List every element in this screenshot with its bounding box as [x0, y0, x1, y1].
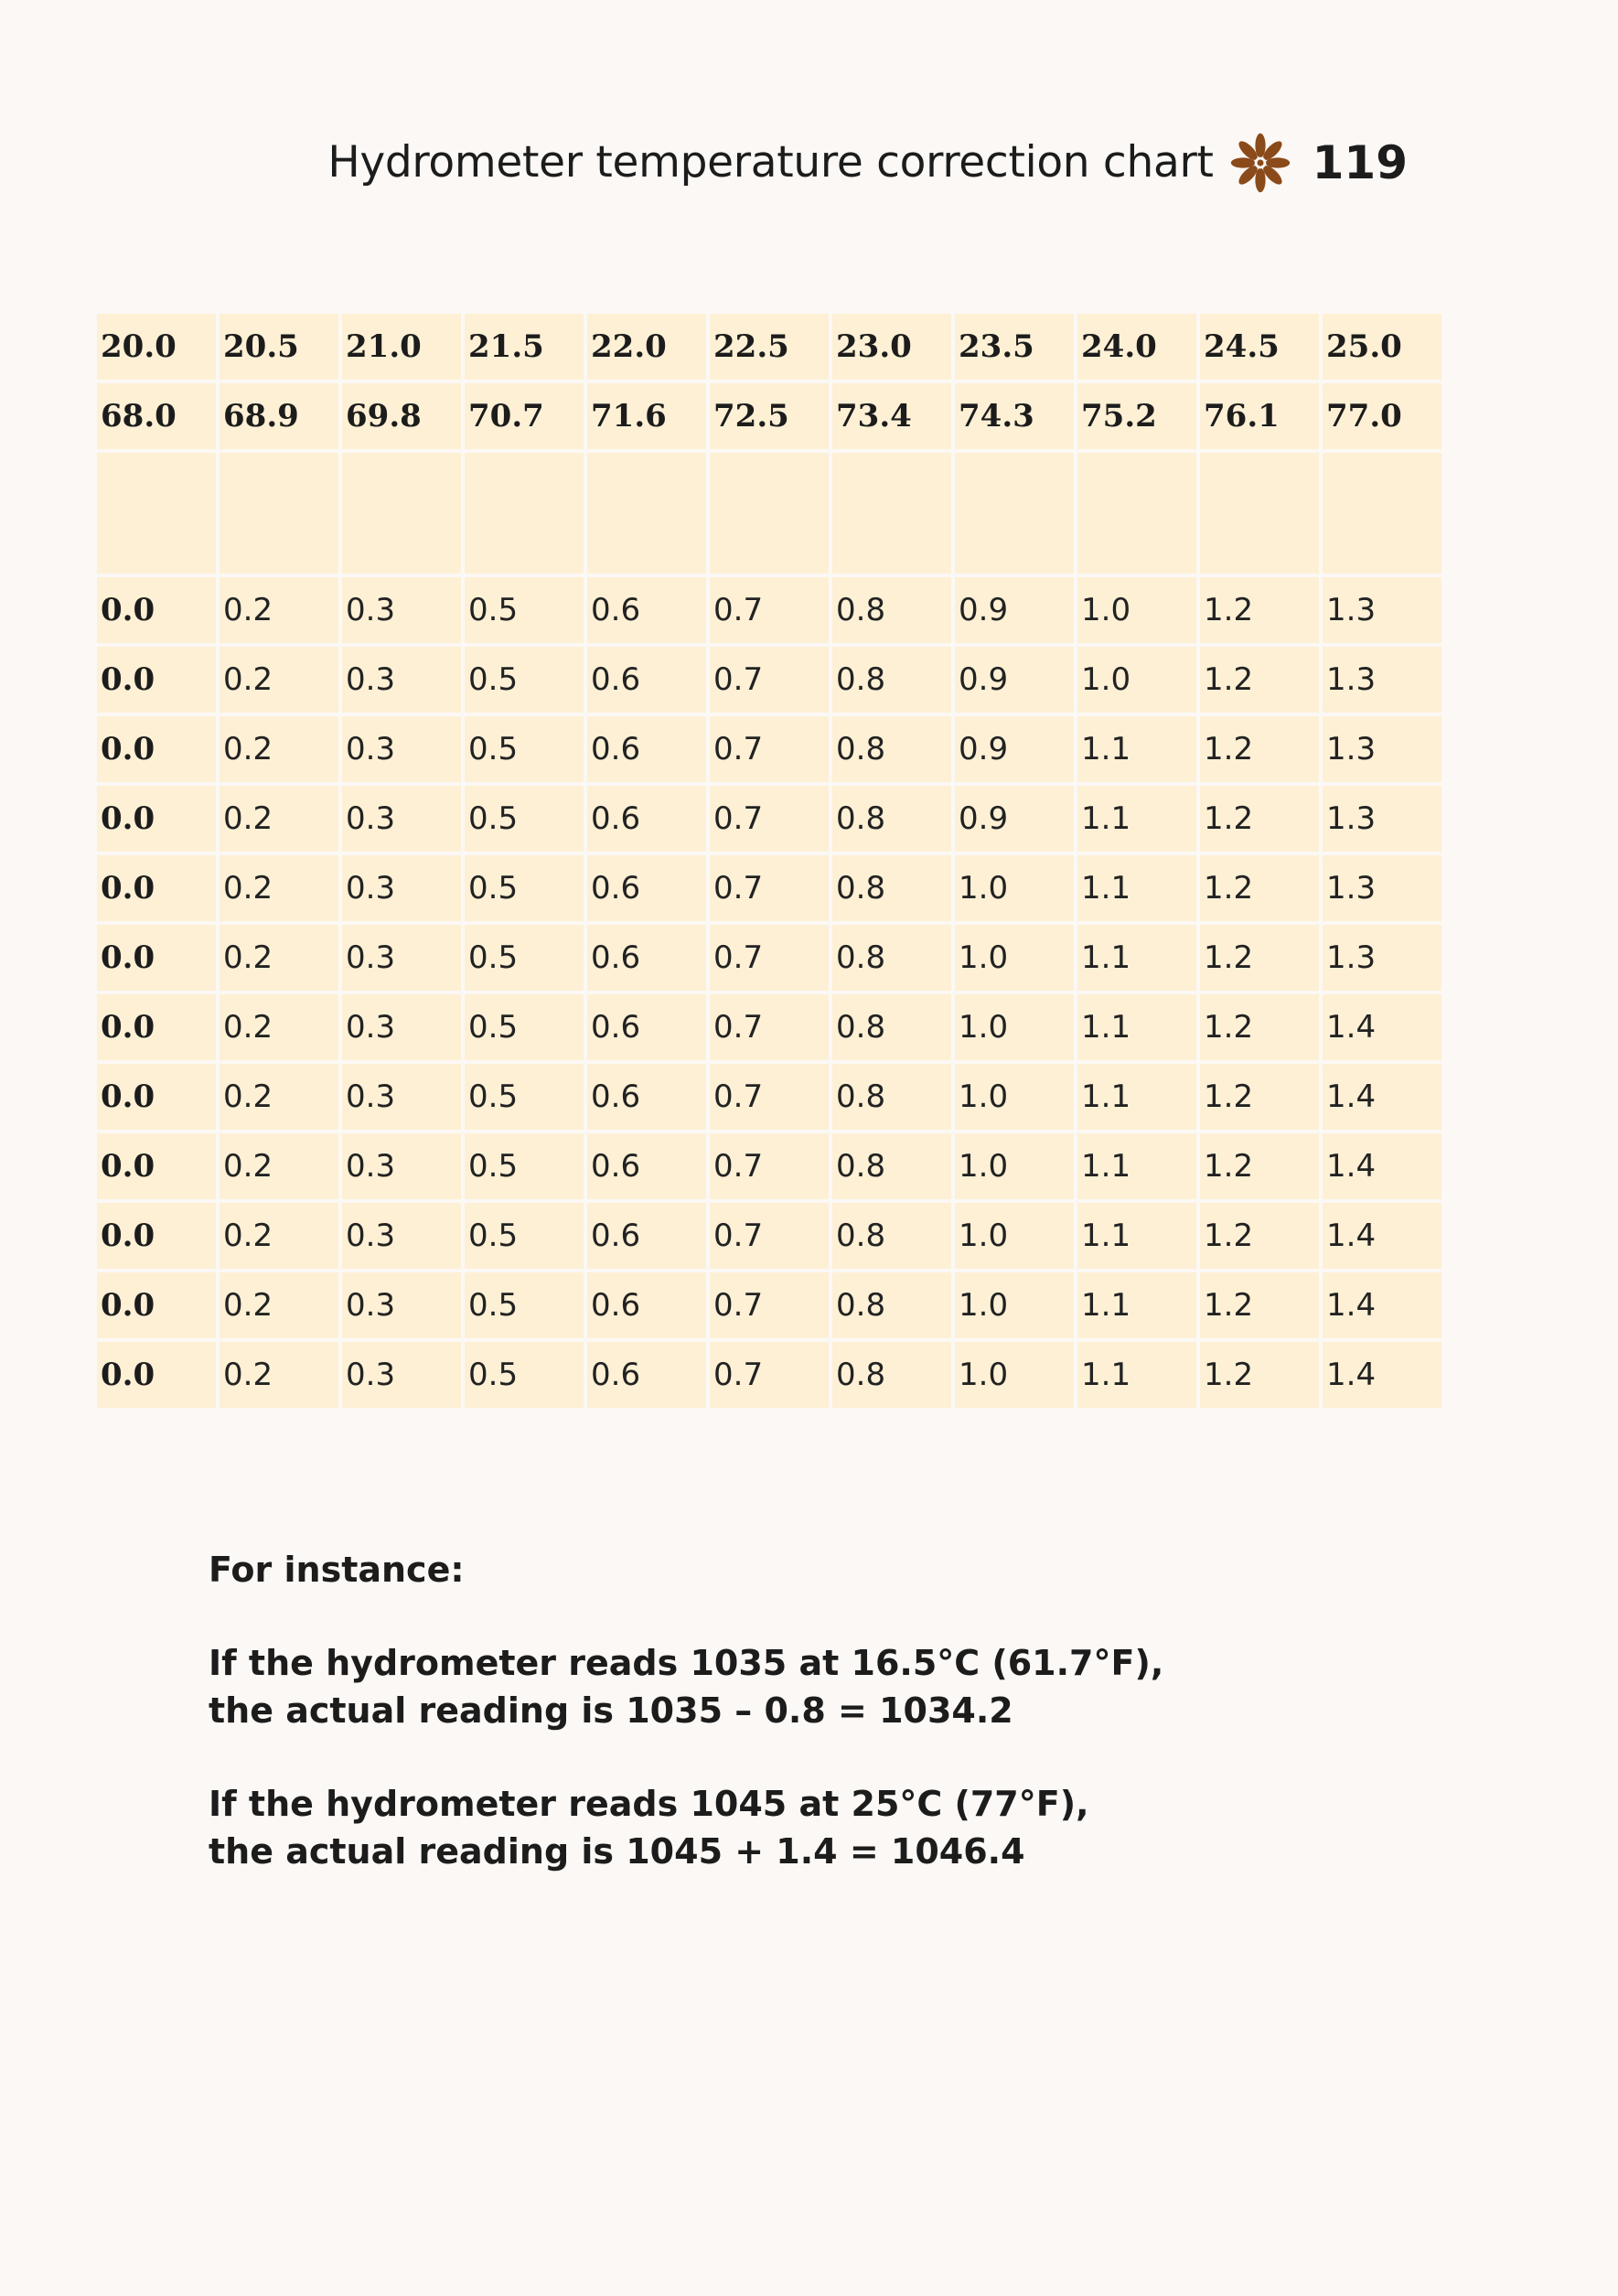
table-cell: 0.8 [832, 1272, 951, 1338]
table-row [97, 716, 1441, 782]
table-cell: 1.3 [1323, 647, 1441, 713]
table-cell: 0.8 [832, 577, 951, 643]
example-2-line-1: If the hydrometer reads 1045 at 25°C (77°F), [209, 1784, 1089, 1824]
table-cell: 23.0 [832, 314, 951, 380]
example-1-line-2: the actual reading is 1035 – 0.8 = 1034.2 [209, 1690, 1013, 1731]
table-cell: 72.5 [710, 383, 829, 449]
table-cell: 1.4 [1323, 1203, 1441, 1269]
table-cell: 74.3 [955, 383, 1074, 449]
table-cell: 0.3 [342, 577, 461, 643]
table-cell: 1.0 [955, 1064, 1074, 1130]
table-cell: 0.2 [220, 577, 338, 643]
table-cell: 0.2 [220, 1272, 338, 1338]
table-cell: 0.6 [587, 994, 706, 1060]
table-cell [710, 453, 829, 574]
table-cell: 0.8 [832, 1203, 951, 1269]
table-cell: 0.2 [220, 1133, 338, 1199]
table-cell: 23.5 [955, 314, 1074, 380]
table-cell: 1.1 [1077, 1203, 1196, 1269]
table-cell: 1.0 [955, 855, 1074, 921]
table-cell: 1.2 [1200, 716, 1319, 782]
table-cell: 0.2 [220, 1342, 338, 1408]
table-cell: 1.2 [1200, 925, 1319, 991]
table-row [97, 925, 1441, 991]
table-cell: 0.8 [832, 786, 951, 852]
table-cell: 0.8 [832, 994, 951, 1060]
table-cell: 0.5 [465, 647, 584, 713]
table-cell: 21.0 [342, 314, 461, 380]
table-cell: 0.6 [587, 786, 706, 852]
table-cell: 0.9 [955, 716, 1074, 782]
table-cell: 0.5 [465, 855, 584, 921]
table-cell [587, 453, 706, 574]
table-cell: 0.8 [832, 1064, 951, 1130]
table-cell: 0.6 [587, 716, 706, 782]
page-number: 119 [1312, 136, 1408, 189]
page-title: Hydrometer temperature correction chart [327, 137, 1214, 188]
running-head [327, 131, 1408, 195]
table-cell: 1.4 [1323, 1133, 1441, 1199]
table-cell: 0.7 [710, 925, 829, 991]
table-cell: 0.7 [710, 1272, 829, 1338]
table-cell: 0.3 [342, 855, 461, 921]
table-cell: 0.0 [97, 647, 216, 713]
table-cell: 0.2 [220, 716, 338, 782]
table-cell: 75.2 [1077, 383, 1196, 449]
table-cell [342, 453, 461, 574]
table-cell: 76.1 [1200, 383, 1319, 449]
table-cell: 0.5 [465, 1342, 584, 1408]
table-cell: 0.6 [587, 1272, 706, 1338]
table-cell: 1.1 [1077, 1342, 1196, 1408]
table-cell: 77.0 [1323, 383, 1441, 449]
table-cell: 1.0 [1077, 647, 1196, 713]
table-row [97, 855, 1441, 921]
table-cell: 0.2 [220, 855, 338, 921]
table-cell: 0.6 [587, 577, 706, 643]
table-cell: 1.1 [1077, 925, 1196, 991]
table-cell: 0.0 [97, 1342, 216, 1408]
table-cell: 1.0 [955, 925, 1074, 991]
table-row [97, 786, 1441, 852]
table-cell: 0.3 [342, 1342, 461, 1408]
table-cell: 0.8 [832, 647, 951, 713]
table-cell: 0.2 [220, 1064, 338, 1130]
table-cell: 0.5 [465, 1203, 584, 1269]
table-cell: 0.0 [97, 925, 216, 991]
table-cell: 0.2 [220, 647, 338, 713]
table-cell: 0.0 [97, 994, 216, 1060]
table-cell: 1.2 [1200, 786, 1319, 852]
table-cell: 0.5 [465, 1272, 584, 1338]
table-row [97, 1342, 1441, 1408]
table-cell: 0.3 [342, 786, 461, 852]
table-cell [465, 453, 584, 574]
table-cell: 70.7 [465, 383, 584, 449]
table-cell: 0.6 [587, 1342, 706, 1408]
example-2-line-2: the actual reading is 1045 + 1.4 = 1046.4 [209, 1831, 1025, 1872]
table-cell: 0.3 [342, 925, 461, 991]
table-row [97, 577, 1441, 643]
examples-intro: For instance: [209, 1550, 465, 1590]
table-cell: 1.2 [1200, 1133, 1319, 1199]
table-cell: 0.5 [465, 925, 584, 991]
table-cell: 0.0 [97, 1203, 216, 1269]
table-row [97, 1272, 1441, 1338]
table-cell: 0.7 [710, 1203, 829, 1269]
table-cell: 0.3 [342, 1203, 461, 1269]
table-cell: 0.0 [97, 786, 216, 852]
table-cell: 0.7 [710, 786, 829, 852]
table-cell: 0.2 [220, 994, 338, 1060]
table-cell: 1.2 [1200, 994, 1319, 1060]
table-cell: 1.4 [1323, 1272, 1441, 1338]
table-cell: 1.2 [1200, 1342, 1319, 1408]
table-cell: 69.8 [342, 383, 461, 449]
table-cell: 0.3 [342, 1272, 461, 1338]
table-cell: 0.3 [342, 1133, 461, 1199]
table-row [97, 1064, 1441, 1130]
table-cell: 1.2 [1200, 1064, 1319, 1130]
table-cell: 24.0 [1077, 314, 1196, 380]
table-cell [220, 453, 338, 574]
table-cell: 0.7 [710, 1064, 829, 1130]
table-cell: 0.5 [465, 1133, 584, 1199]
examples-block [209, 1546, 1163, 1875]
table-cell: 68.9 [220, 383, 338, 449]
table-cell: 1.1 [1077, 716, 1196, 782]
table-cell: 1.3 [1323, 716, 1441, 782]
table-cell: 0.7 [710, 716, 829, 782]
table-cell: 0.8 [832, 925, 951, 991]
table-cell: 0.7 [710, 1342, 829, 1408]
table-cell: 0.6 [587, 925, 706, 991]
table-cell: 1.3 [1323, 855, 1441, 921]
table-cell: 0.7 [710, 855, 829, 921]
table-cell: 0.3 [342, 1064, 461, 1130]
table-cell: 0.0 [97, 1272, 216, 1338]
table-cell: 0.8 [832, 855, 951, 921]
table-cell: 0.9 [955, 647, 1074, 713]
table-cell: 0.5 [465, 786, 584, 852]
table-cell: 0.8 [832, 1342, 951, 1408]
table-cell: 0.5 [465, 994, 584, 1060]
table-cell: 0.5 [465, 577, 584, 643]
table-cell: 0.3 [342, 647, 461, 713]
table-cell: 0.0 [97, 855, 216, 921]
table-cell: 1.0 [955, 1203, 1074, 1269]
table-cell: 25.0 [1323, 314, 1441, 380]
table-cell: 1.0 [1077, 577, 1196, 643]
table-cell: 0.0 [97, 1064, 216, 1130]
table-cell: 1.4 [1323, 994, 1441, 1060]
table-cell [832, 453, 951, 574]
table-cell: 0.9 [955, 786, 1074, 852]
table-cell: 0.9 [955, 577, 1074, 643]
table-cell: 1.2 [1200, 1203, 1319, 1269]
table-cell: 0.6 [587, 647, 706, 713]
table-cell: 0.8 [832, 716, 951, 782]
table-cell: 1.3 [1323, 577, 1441, 643]
table-row [97, 647, 1441, 713]
table-cell: 21.5 [465, 314, 584, 380]
table-cell: 1.1 [1077, 994, 1196, 1060]
table-cell: 24.5 [1200, 314, 1319, 380]
flower-ornament-icon [1228, 131, 1292, 195]
table-row [97, 1203, 1441, 1269]
table-cell: 1.0 [955, 1133, 1074, 1199]
table-cell: 1.2 [1200, 855, 1319, 921]
table-cell: 1.2 [1200, 577, 1319, 643]
table-cell: 0.0 [97, 716, 216, 782]
spacer-row [97, 453, 1441, 574]
table-cell: 0.8 [832, 1133, 951, 1199]
table-cell: 0.7 [710, 647, 829, 713]
table-cell: 22.0 [587, 314, 706, 380]
table-cell: 73.4 [832, 383, 951, 449]
table-cell: 0.2 [220, 1203, 338, 1269]
table-cell [1077, 453, 1196, 574]
table-cell: 1.0 [955, 1272, 1074, 1338]
table-cell: 1.1 [1077, 786, 1196, 852]
table-cell: 68.0 [97, 383, 216, 449]
table-cell: 20.5 [220, 314, 338, 380]
table-cell: 0.7 [710, 994, 829, 1060]
table-cell: 0.6 [587, 1133, 706, 1199]
table-cell: 0.3 [342, 716, 461, 782]
table-cell: 22.5 [710, 314, 829, 380]
table-cell: 1.0 [955, 994, 1074, 1060]
table-cell: 0.7 [710, 577, 829, 643]
table-cell: 1.1 [1077, 1272, 1196, 1338]
table-cell [1323, 453, 1441, 574]
table-cell: 0.2 [220, 925, 338, 991]
table-cell [955, 453, 1074, 574]
fahrenheit-header-row [97, 383, 1441, 449]
table-cell: 71.6 [587, 383, 706, 449]
table-cell: 20.0 [97, 314, 216, 380]
table-cell: 0.2 [220, 786, 338, 852]
table-cell: 1.1 [1077, 1064, 1196, 1130]
celsius-header-row [97, 314, 1441, 380]
table-cell: 1.2 [1200, 1272, 1319, 1338]
table-cell [1200, 453, 1319, 574]
table-cell: 1.0 [955, 1342, 1074, 1408]
table-cell: 0.3 [342, 994, 461, 1060]
table-cell: 1.3 [1323, 786, 1441, 852]
table-cell: 1.1 [1077, 1133, 1196, 1199]
table-cell: 0.6 [587, 1064, 706, 1130]
table-cell: 0.0 [97, 1133, 216, 1199]
table-row [97, 1133, 1441, 1199]
table-cell: 1.4 [1323, 1342, 1441, 1408]
table-cell: 1.3 [1323, 925, 1441, 991]
table-cell: 1.2 [1200, 647, 1319, 713]
table-cell [97, 453, 216, 574]
table-cell: 1.1 [1077, 855, 1196, 921]
table-cell: 0.0 [97, 577, 216, 643]
table-cell: 0.5 [465, 1064, 584, 1130]
example-1-line-1: If the hydrometer reads 1035 at 16.5°C (61.7°F), [209, 1643, 1164, 1683]
table-cell: 0.7 [710, 1133, 829, 1199]
table-cell: 0.6 [587, 855, 706, 921]
table-cell: 0.6 [587, 1203, 706, 1269]
table-cell: 1.4 [1323, 1064, 1441, 1130]
table-row [97, 994, 1441, 1060]
table-cell: 0.5 [465, 716, 584, 782]
correction-table [93, 310, 1445, 1411]
